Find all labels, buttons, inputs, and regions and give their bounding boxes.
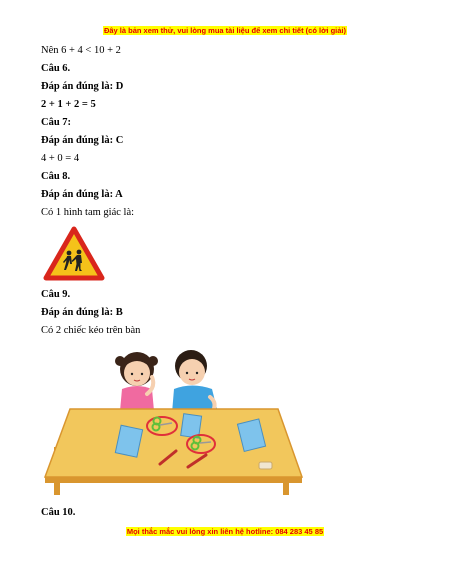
question-heading: Câu 7: [41, 117, 72, 128]
explanation-line: Có 1 hình tam giác là: [41, 207, 135, 218]
question-heading: Câu 6. [41, 63, 71, 74]
answer-line: Nên 6 + 4 < 10 + 2 [41, 45, 121, 56]
question-heading: Câu 10. [41, 507, 76, 518]
preview-banner-text: Đây là bản xem thử, vui lòng mua tài liệu để xem chi tiết (có lời giải) [103, 26, 347, 35]
hotline-banner [0, 527, 450, 536]
answer-label: Đáp án đúng là: D [41, 81, 124, 92]
answer-label: Đáp án đúng là: B [41, 307, 123, 318]
eraser-icon [259, 462, 272, 469]
answer-label: Đáp án đúng là: C [41, 135, 124, 146]
boy-figure [172, 350, 218, 413]
question-heading: Câu 9. [41, 289, 71, 300]
equation-line: 4 + 0 = 4 [41, 153, 80, 164]
children-table-illustration [40, 339, 305, 497]
school-warning-sign-image [43, 226, 105, 282]
hotline-banner-text: Mọi thắc mắc vui lòng xin liên hệ hotline: 084 283 45 85 [126, 527, 324, 536]
girl-figure [115, 352, 158, 411]
answer-label: Đáp án đúng là: A [41, 189, 123, 200]
preview-banner [0, 26, 450, 35]
explanation-line: Có 2 chiếc kéo trên bàn [41, 325, 141, 336]
question-heading: Câu 8. [41, 171, 71, 182]
equation-line: 2 + 1 + 2 = 5 [41, 99, 96, 110]
